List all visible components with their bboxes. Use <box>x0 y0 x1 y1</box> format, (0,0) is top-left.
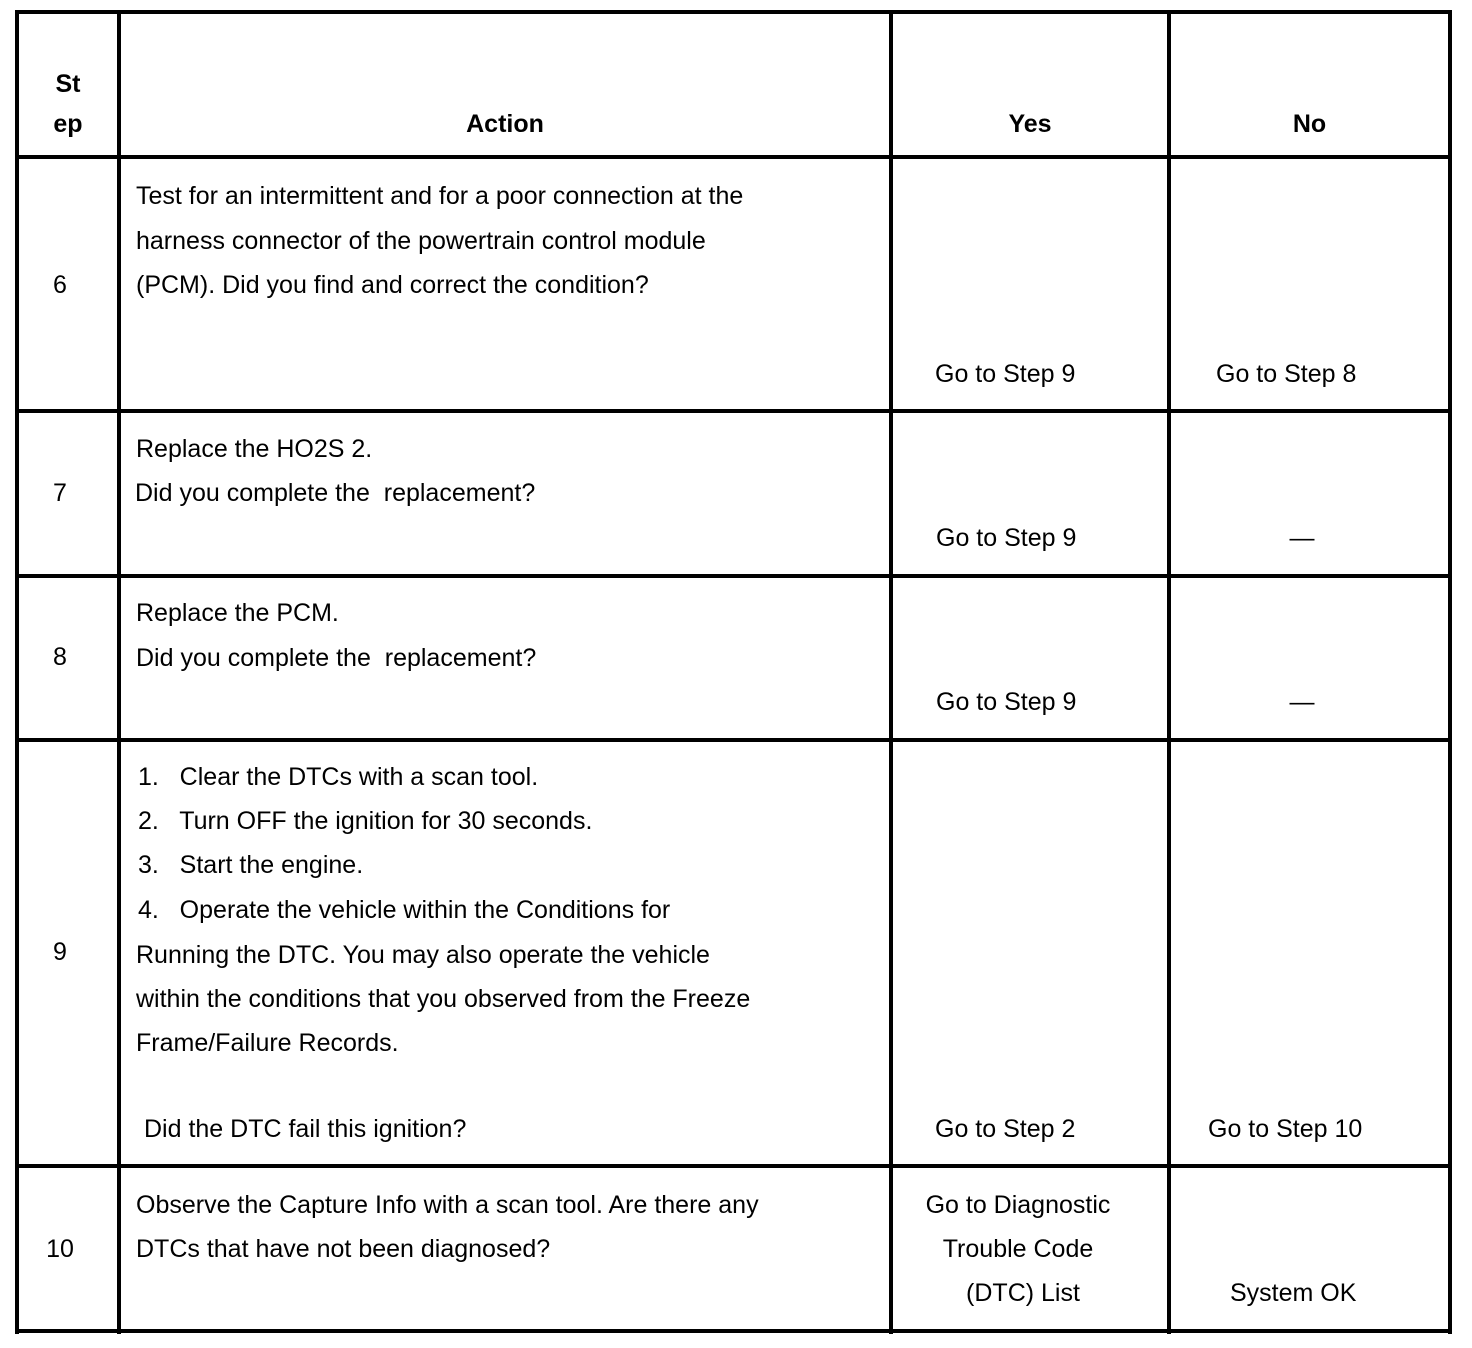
step-number: 10 <box>46 1235 74 1263</box>
action-list-item: 3. Start the engine. <box>138 851 364 879</box>
no-result: Go to Step 10 <box>1208 1115 1363 1143</box>
action-question: Did the DTC fail this ignition? <box>144 1115 467 1143</box>
yes-result: Trouble Code <box>942 1235 1094 1263</box>
yes-result: Go to Step 9 <box>936 524 1077 552</box>
yes-result: (DTC) List <box>966 1279 1080 1307</box>
header-yes: Yes <box>1008 110 1052 138</box>
yes-result: Go to Step 9 <box>936 688 1077 716</box>
action-line: Replace the PCM. <box>136 599 339 627</box>
row-divider <box>15 155 1452 159</box>
action-line: Did you complete the replacement? <box>136 644 537 672</box>
action-line: harness connector of the powertrain control module <box>136 227 706 255</box>
yes-result: Go to Step 9 <box>935 360 1076 388</box>
step-number: 6 <box>53 271 67 299</box>
action-list-item: 4. Operate the vehicle within the Conditions for <box>138 896 671 924</box>
step-number: 9 <box>53 938 67 966</box>
action-line: Observe the Capture Info with a scan tool. Are there any <box>136 1191 759 1219</box>
action-list-item: 2. Turn OFF the ignition for 30 seconds. <box>138 807 593 835</box>
step-number: 7 <box>53 479 67 507</box>
action-line: (PCM). Did you find and correct the condition? <box>136 271 649 299</box>
action-line: Running the DTC. You may also operate the vehicle <box>136 941 710 969</box>
row-divider <box>15 1164 1452 1168</box>
step-number: 8 <box>53 643 67 671</box>
row-divider <box>15 409 1452 413</box>
header-action: Action <box>466 110 544 138</box>
yes-result: Go to Step 2 <box>935 1115 1076 1143</box>
action-line: within the conditions that you observed from the Freeze <box>136 985 751 1013</box>
action-line: DTCs that have not been diagnosed? <box>136 1235 551 1263</box>
no-result-dash: — <box>1289 688 1315 716</box>
column-divider <box>1167 10 1171 1334</box>
row-divider <box>15 574 1452 578</box>
action-line: Did you complete the replacement? <box>135 479 536 507</box>
column-divider <box>1448 10 1452 1334</box>
yes-result: Go to Diagnostic <box>925 1191 1111 1219</box>
header-step: St ep <box>53 70 83 138</box>
header-no: No <box>1292 110 1327 138</box>
no-result: Go to Step 8 <box>1216 360 1357 388</box>
action-line: Frame/Failure Records. <box>136 1029 399 1057</box>
table-border-top <box>15 10 1452 14</box>
action-line: Replace the HO2S 2. <box>136 435 373 463</box>
column-divider <box>117 10 121 1334</box>
column-divider <box>889 10 893 1334</box>
no-result: System OK <box>1230 1279 1357 1307</box>
action-line: Test for an intermittent and for a poor connection at the <box>136 182 744 210</box>
table-border-bottom <box>15 1329 1452 1333</box>
action-list-item: 1. Clear the DTCs with a scan tool. <box>138 763 539 791</box>
no-result-dash: — <box>1289 524 1315 552</box>
row-divider <box>15 738 1452 742</box>
